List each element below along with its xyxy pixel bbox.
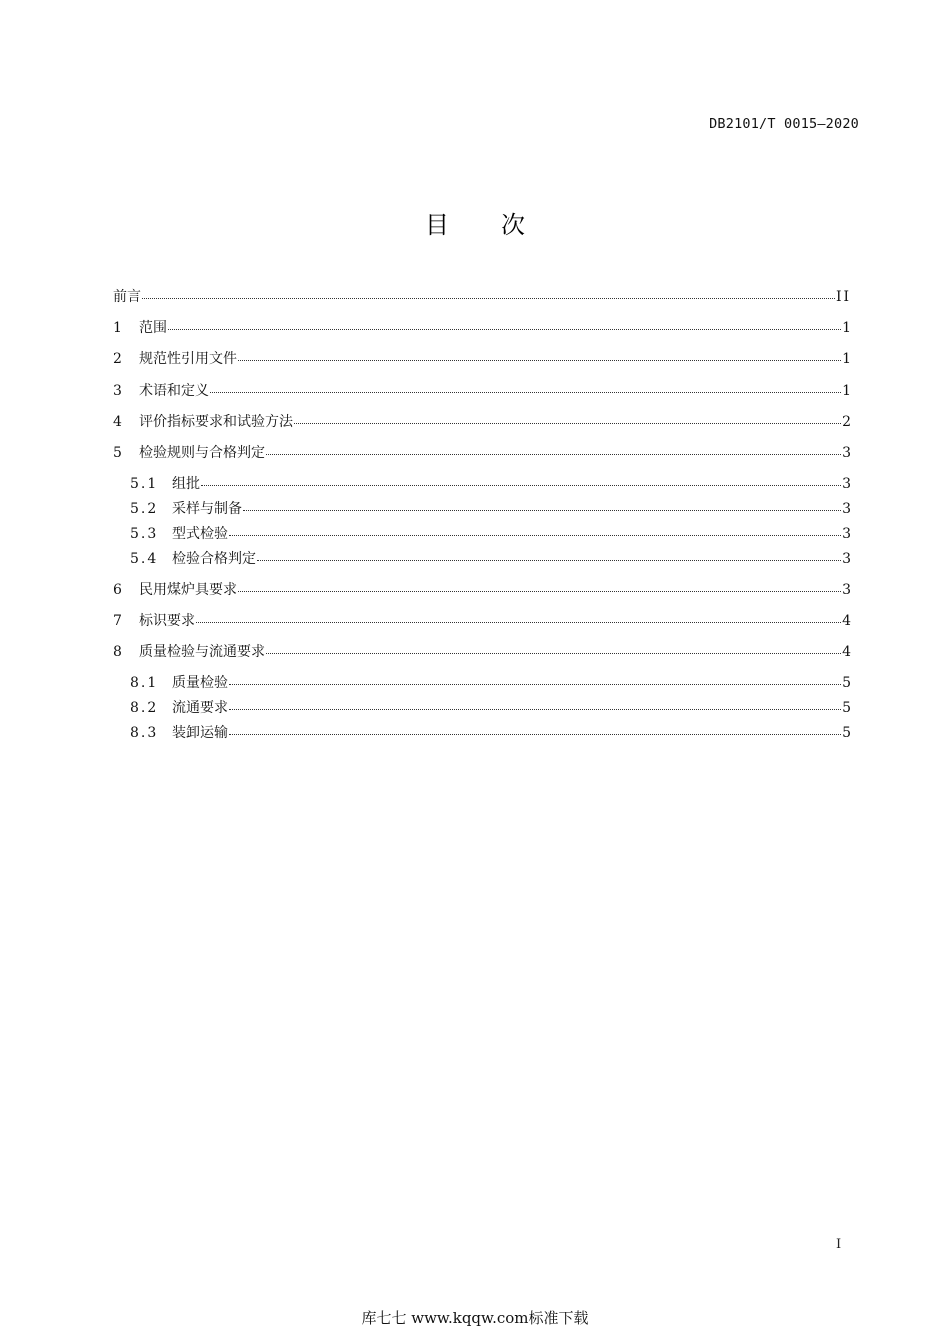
toc-entry-number: 5.2 <box>130 501 159 517</box>
toc-entry-number: 8 <box>113 644 122 660</box>
toc-entry-number: 1 <box>113 320 122 336</box>
toc-entry-label: 标识要求 <box>139 613 195 629</box>
toc-entry-label: 流通要求 <box>172 700 228 716</box>
toc-entry-number: 8.2 <box>130 700 159 716</box>
toc-leader-dots <box>229 733 841 735</box>
toc-entry-label: 采样与制备 <box>172 501 242 517</box>
toc-leader-dots <box>257 559 841 561</box>
toc-entry-page: 3 <box>842 551 851 567</box>
toc-entry-page: 1 <box>842 320 851 336</box>
toc-leader-dots <box>229 708 841 710</box>
toc-entry-number: 2 <box>113 351 122 367</box>
toc-entry-2[interactable] <box>113 349 851 369</box>
toc-entry-1[interactable] <box>113 318 851 338</box>
toc-entry-8[interactable] <box>113 642 851 662</box>
toc-entry-3[interactable] <box>113 381 851 401</box>
toc-entry-page: 5 <box>842 700 851 716</box>
toc-entry-8-1[interactable] <box>130 673 851 693</box>
toc-entry-label: 质量检验与流通要求 <box>139 644 265 660</box>
toc-entry-page: 1 <box>842 351 851 367</box>
toc-entry-5[interactable] <box>113 443 851 463</box>
toc-leader-dots <box>266 652 841 654</box>
toc-entry-number: 4 <box>113 414 122 430</box>
page-number: I <box>836 1237 842 1252</box>
toc-entry-page: 3 <box>842 501 851 517</box>
toc-entry-label: 规范性引用文件 <box>139 351 237 367</box>
toc-entry-label: 质量检验 <box>172 675 228 691</box>
document-code: DB2101/T 0015—2020 <box>709 116 859 132</box>
toc-entry-page: 3 <box>842 445 851 461</box>
toc-entry-number: 5.3 <box>130 526 159 542</box>
toc-entry-number: 3 <box>113 383 122 399</box>
toc-entry-4[interactable] <box>113 412 851 432</box>
toc-entry-label: 组批 <box>172 476 200 492</box>
toc-entry-5-3[interactable] <box>130 524 851 544</box>
toc-leader-dots <box>229 683 841 685</box>
toc-entry-label: 检验规则与合格判定 <box>139 445 265 461</box>
toc-entry-page: 4 <box>842 613 851 629</box>
toc-entry-number: 5.1 <box>130 476 159 492</box>
toc-entry-label: 检验合格判定 <box>172 551 256 567</box>
toc-leader-dots <box>210 391 841 393</box>
toc-leader-dots <box>238 590 841 592</box>
toc-entry-foreword[interactable] <box>113 287 851 307</box>
toc-leader-dots <box>229 534 841 536</box>
toc-entry-number: 8.3 <box>130 725 159 741</box>
toc-entry-page: 5 <box>842 675 851 691</box>
toc-entry-label: 术语和定义 <box>139 383 209 399</box>
toc-entry-label: 前言 <box>113 289 141 305</box>
toc-entry-page: 3 <box>842 526 851 542</box>
toc-leader-dots <box>266 453 841 455</box>
toc-entry-label: 装卸运输 <box>172 725 228 741</box>
toc-entry-6[interactable] <box>113 580 851 600</box>
toc-entry-page: II <box>835 289 851 305</box>
toc-entry-page: 2 <box>842 414 851 430</box>
toc-entry-page: 3 <box>842 582 851 598</box>
toc-entry-label: 型式检验 <box>172 526 228 542</box>
toc-leader-dots <box>142 297 835 299</box>
toc-leader-dots <box>196 621 841 623</box>
toc-entry-5-4[interactable] <box>130 549 851 569</box>
toc-entry-5-2[interactable] <box>130 499 851 519</box>
toc-entry-7[interactable] <box>113 611 851 631</box>
toc-leader-dots <box>294 422 841 424</box>
toc-entry-number: 7 <box>113 613 122 629</box>
footer-watermark: 库七七 www.kqqw.com标准下载 <box>361 1309 589 1327</box>
toc-entry-number: 8.1 <box>130 675 159 691</box>
toc-leader-dots <box>201 484 841 486</box>
toc-entry-number: 5 <box>113 445 122 461</box>
page-title: 目次 <box>425 211 577 239</box>
toc-entry-8-2[interactable] <box>130 698 851 718</box>
toc-entry-page: 5 <box>842 725 851 741</box>
toc-entry-label: 评价指标要求和试验方法 <box>139 414 293 430</box>
toc-entry-5-1[interactable] <box>130 474 851 494</box>
toc-leader-dots <box>168 328 841 330</box>
toc-entry-label: 民用煤炉具要求 <box>139 582 237 598</box>
toc-entry-8-3[interactable] <box>130 723 851 743</box>
toc-leader-dots <box>243 509 841 511</box>
toc-entry-page: 4 <box>842 644 851 660</box>
toc-leader-dots <box>238 359 841 361</box>
toc-entry-page: 1 <box>842 383 851 399</box>
toc-entry-number: 6 <box>113 582 122 598</box>
toc-entry-label: 范围 <box>139 320 167 336</box>
toc-entry-number: 5.4 <box>130 551 159 567</box>
toc-entry-page: 3 <box>842 476 851 492</box>
